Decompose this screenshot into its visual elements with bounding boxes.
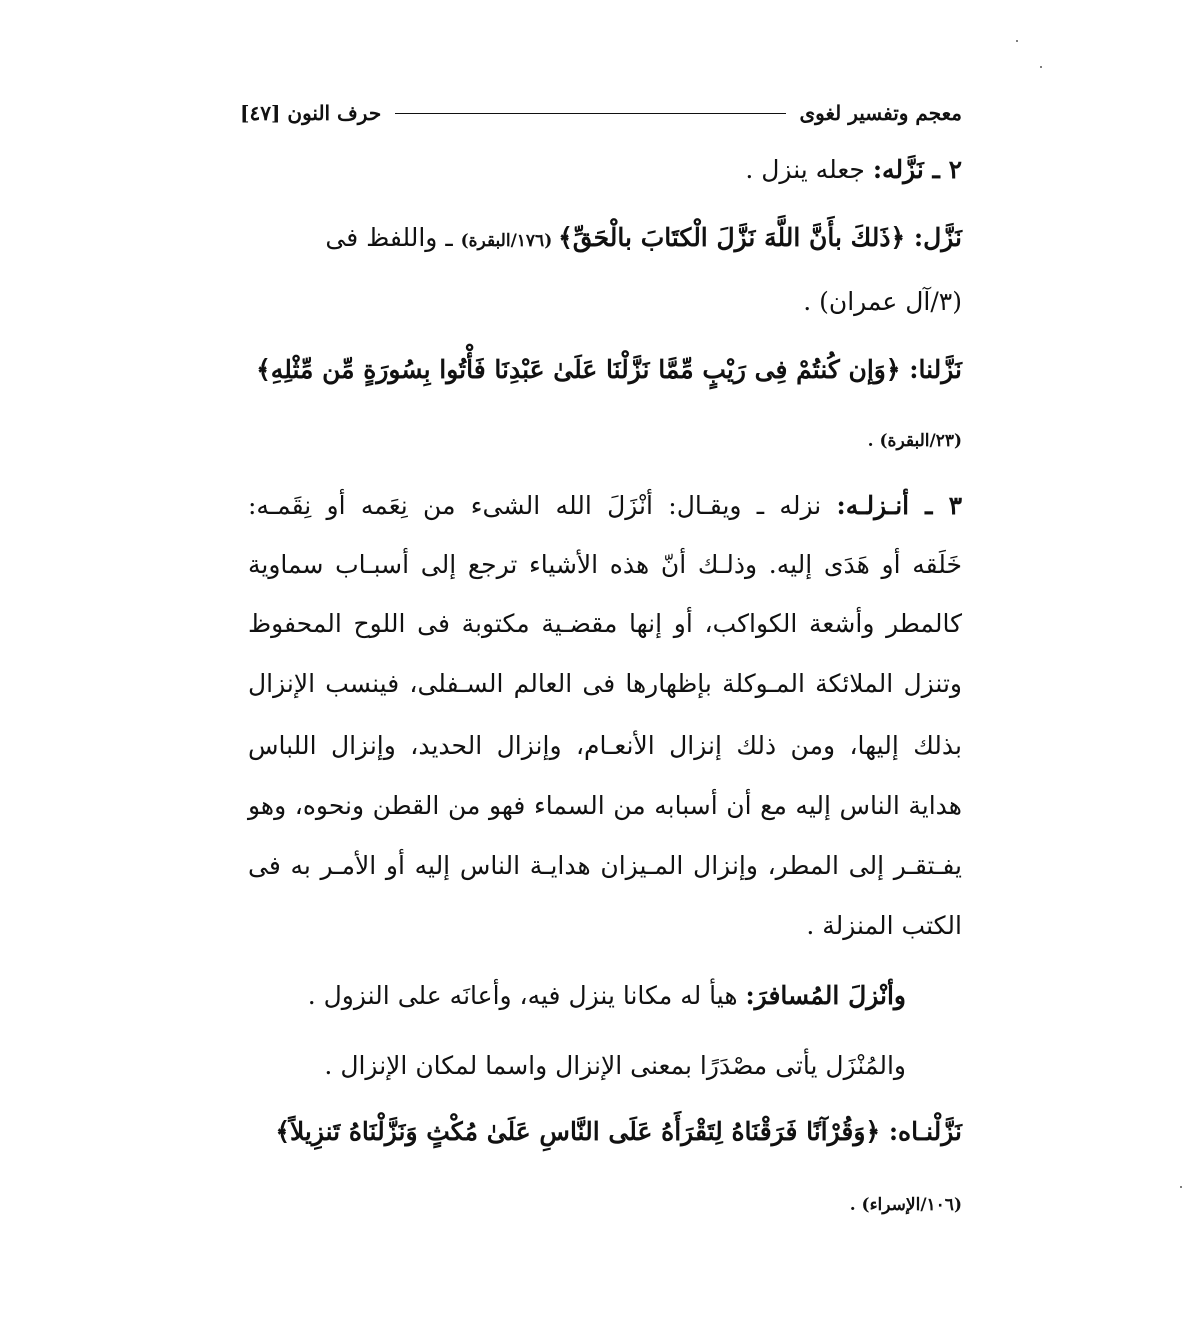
entry-term: ٢ ـ نَزَّله:: [872, 155, 962, 184]
scan-speck: [1040, 66, 1042, 68]
text-line: [803, 282, 962, 322]
entry-term: نَزَّلنا:: [909, 355, 962, 384]
entry-text: جعله ينزل .: [745, 155, 873, 184]
entry-text: الكتب المنزلة .: [806, 911, 962, 940]
text-line: [275, 1112, 962, 1152]
text-line: [868, 418, 962, 461]
text-line: [745, 150, 962, 190]
entry-text: وتنزل الملائكة المـوكلة بإظهارها فى العالم السـفلى، فينسب الإنزال: [248, 669, 962, 698]
entry-text: خَلَقه أو هَدَى إليه. وذلـك أنّ هذه الأشياء ترجع إلى أسبـاب سماوية: [248, 550, 962, 579]
entry-term: ٣ ـ أنـزلـه:: [836, 491, 963, 520]
entry-text: (٣/آل عمران) .: [803, 287, 962, 316]
quran-verse: ﴿وَقُرْآنًا فَرَقْنَاهُ لِتَقْرَأَهُ عَلَى النَّاسِ عَلَىٰ مُكْثٍ وَنَزَّلْنَاهُ تَنزِيلاً﴾: [275, 1117, 889, 1146]
entry-term: وأنْزلَ المُسافرَ:: [745, 981, 906, 1010]
entry-text: والمُنْزَل يأتى مصْدَرًا بمعنى الإنزال واسما لمكان الإنزال .: [324, 1051, 906, 1080]
verse-reference: (٢٣/البقرة) .: [867, 431, 962, 451]
text-line: [325, 218, 962, 261]
entry-text: كالمطر وأشعة الكواكب، أو إنها مقضـية مكتوبة فى اللوح المحفوظ: [248, 609, 962, 638]
scan-speck: [1016, 40, 1018, 42]
entry-term: نَزَّل:: [913, 223, 962, 252]
text-line: [248, 545, 962, 585]
section-name: حرف النون: [287, 101, 382, 125]
entry-text: يفـتقـر إلى المطر، وإنزال المـيزان هدايـة الناس إليه أو الأمـر به فى: [248, 851, 962, 880]
entry-text: هداية الناس إليه مع أن أسبابه من السماء فهو من القطن ونحوه، وهو: [248, 791, 962, 820]
section-label: [240, 101, 381, 125]
text-line: [308, 976, 906, 1016]
quran-verse: ﴿وَإن كُنتُمْ فِى رَيْبٍ مِّمَّا نَزَّلْنَا عَلَىٰ عَبْدِنَا فَأْتُوا بِسُورَةٍ مِّن مِّثْلِهِ﴾: [256, 355, 910, 384]
page-number: [٤٧]: [240, 101, 281, 125]
text-line: [324, 1046, 906, 1086]
entry-text: نزله ـ ويقـال: أنْزَلَ الله الشىء من نِعَمه أو نِقَمـه:: [248, 491, 837, 520]
text-line: [248, 486, 962, 526]
text-line: [248, 786, 962, 826]
text-line: [850, 1182, 962, 1225]
text-line: [248, 664, 962, 704]
entry-text: بذلك إليها، ومن ذلك إنزال الأنعـام، وإنزال الحديد، وإنزال اللباس: [248, 731, 962, 760]
entry-text: هيأ له مكانا ينزل فيه، وأعانَه على النزول .: [307, 981, 746, 1010]
entry-term: نَزَّلْنـاه:: [888, 1117, 962, 1146]
text-line: [248, 846, 962, 886]
book-title: معجم وتفسير لغوى: [799, 101, 962, 125]
text-line: [248, 604, 962, 644]
text-line: [806, 906, 962, 946]
quran-verse: ﴿ذَلكَ بأَنَّ اللَّهَ نَزَّلَ الْكتَابَ بالْحَقِّ﴾: [558, 223, 914, 252]
entry-text: ـ واللفظ فى: [325, 223, 461, 252]
running-header: [240, 96, 962, 130]
verse-reference: (١٧٦/البقرة): [460, 231, 559, 251]
header-rule: [395, 113, 785, 114]
verse-reference: (١٠٦/الإسراء) .: [849, 1195, 962, 1215]
scan-speck: [1180, 1186, 1182, 1188]
text-line: [256, 350, 962, 390]
text-line: [248, 726, 962, 766]
